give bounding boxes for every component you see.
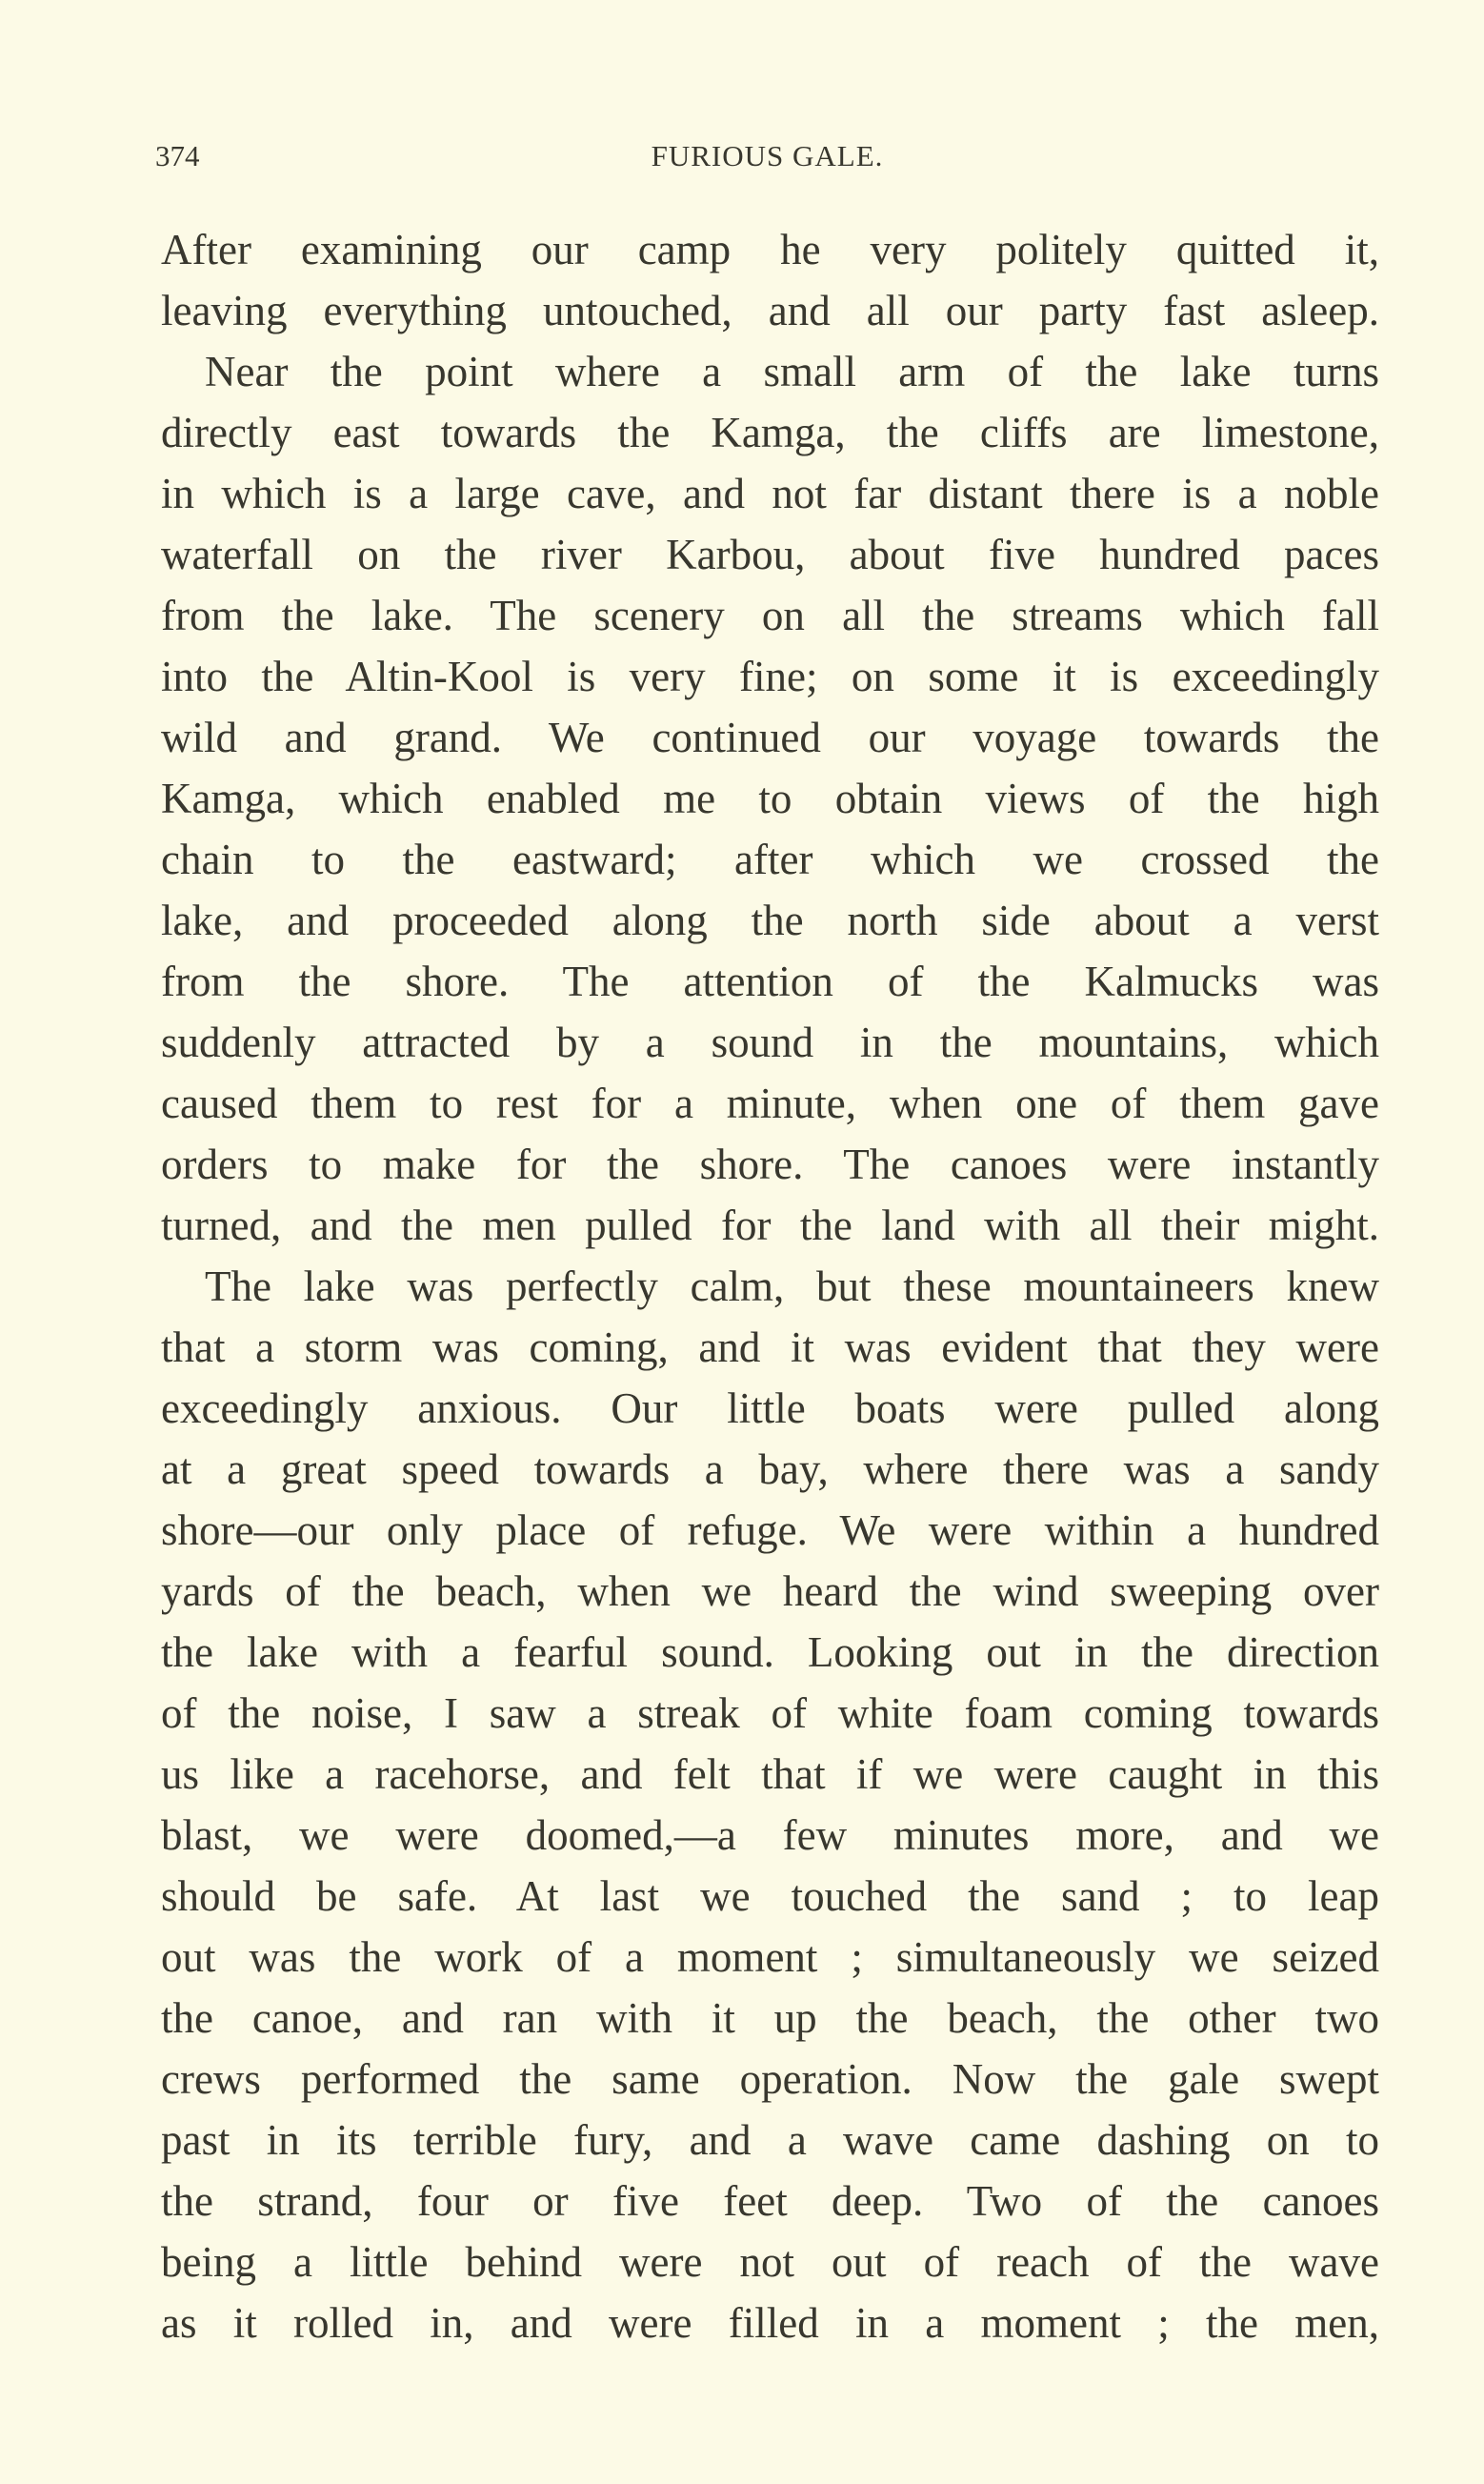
text-line: into the Altin-Kool is very fine; on some it is exceedingly [161, 653, 1379, 700]
text-line: exceedingly anxious. Our little boats were pulled along [161, 1384, 1379, 1432]
text-line: that a storm was coming, and it was evident that they were [161, 1323, 1379, 1371]
text-line: should be safe. At last we touched the sand ; to leap [161, 1872, 1379, 1920]
text-line: caused them to rest for a minute, when one of them gave [161, 1080, 1379, 1127]
text-line: leaving everything untouched, and all our party fast asleep. [161, 287, 1379, 334]
text-line: directly east towards the Kamga, the cliffs are limestone, [161, 409, 1379, 456]
text-line: from the shore. The attention of the Kalmucks was [161, 958, 1379, 1005]
text-line: Kamga, which enabled me to obtain views of the high [161, 775, 1379, 822]
text-line: of the noise, I saw a streak of white foam coming towards [161, 1689, 1379, 1737]
text-line: chain to the eastward; after which we crossed the [161, 836, 1379, 883]
running-header [155, 139, 1379, 177]
body-text [161, 219, 1379, 2353]
text-line: orders to make for the shore. The canoes were instantly [161, 1141, 1379, 1188]
text-line: us like a racehorse, and felt that if we were caught in this [161, 1750, 1379, 1798]
text-line: the strand, four or five feet deep. Two of the canoes [161, 2177, 1379, 2225]
page-number: 374 [155, 139, 200, 172]
text-line: past in its terrible fury, and a wave came dashing on to [161, 2116, 1379, 2164]
text-line: waterfall on the river Karbou, about five hundred paces [161, 531, 1379, 578]
text-line: being a little behind were not out of reach of the wave [161, 2238, 1379, 2286]
text-line: the lake with a fearful sound. Looking out in the direction [161, 1628, 1379, 1676]
text-line: as it rolled in, and were filled in a moment ; the men, [161, 2299, 1379, 2347]
text-line: the canoe, and ran with it up the beach, the other two [161, 1994, 1379, 2042]
text-line: turned, and the men pulled for the land with all their might. [161, 1202, 1379, 1249]
text-line: suddenly attracted by a sound in the mountains, which [161, 1019, 1379, 1066]
text-line: from the lake. The scenery on all the streams which fall [161, 592, 1379, 639]
text-line: in which is a large cave, and not far distant there is a noble [161, 470, 1379, 517]
text-line: blast, we were doomed,—a few minutes more, and we [161, 1811, 1379, 1859]
text-line: After examining our camp he very politely quitted it, [161, 226, 1379, 273]
text-line: out was the work of a moment ; simultaneously we seized [161, 1933, 1379, 1981]
text-line: yards of the beach, when we heard the wind sweeping over [161, 1567, 1379, 1615]
text-line: Near the point where a small arm of the lake turns [205, 348, 1379, 395]
running-title: FURIOUS GALE. [651, 139, 884, 172]
text-line: shore—our only place of refuge. We were within a hundred [161, 1506, 1379, 1554]
text-line: wild and grand. We continued our voyage towards the [161, 714, 1379, 761]
text-line: crews performed the same operation. Now the gale swept [161, 2055, 1379, 2103]
text-line: lake, and proceeded along the north side about a verst [161, 897, 1379, 944]
text-line: The lake was perfectly calm, but these mountaineers knew [205, 1262, 1379, 1310]
text-line: at a great speed towards a bay, where there was a sandy [161, 1445, 1379, 1493]
